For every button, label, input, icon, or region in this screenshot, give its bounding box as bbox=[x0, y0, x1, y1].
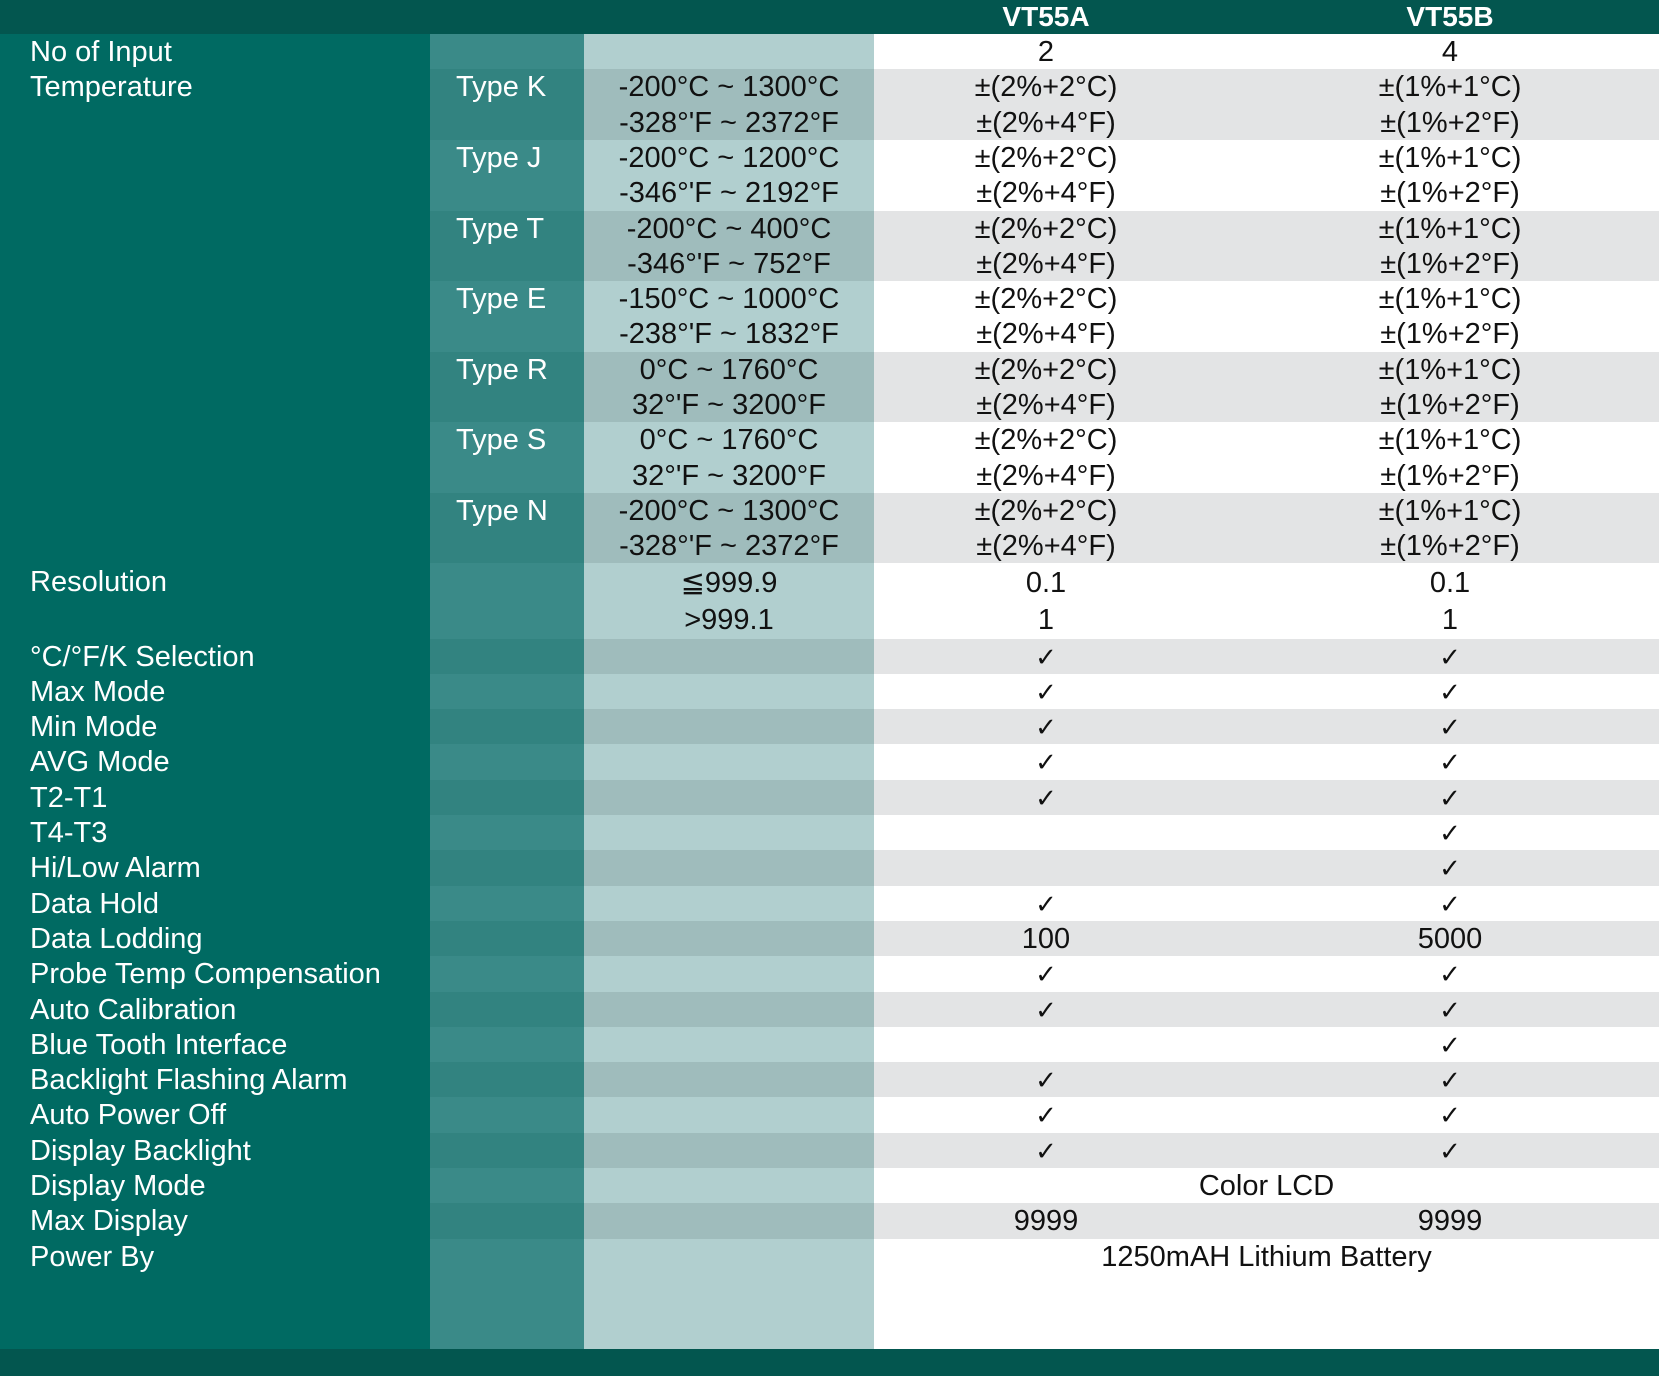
row-label: Min Mode bbox=[30, 711, 158, 744]
cell-type-bg bbox=[430, 1027, 584, 1062]
row-label: T2-T1 bbox=[30, 781, 108, 814]
check-icon: ✓ bbox=[1035, 959, 1057, 990]
cell-type-bg bbox=[430, 639, 584, 674]
accuracy-vt55b-f: ±(1%+2°F) bbox=[1380, 106, 1520, 139]
row-label: Display Backlight bbox=[30, 1134, 251, 1167]
cell-type-bg bbox=[430, 992, 584, 1027]
row-label: Data Lodding bbox=[30, 922, 203, 955]
cell-type-bg bbox=[430, 1168, 584, 1203]
check-icon: ✓ bbox=[1035, 1135, 1057, 1166]
value-vt55a: 0.1 bbox=[1025, 566, 1067, 599]
cell-type-bg bbox=[430, 921, 584, 956]
cell-type-bg bbox=[430, 744, 584, 779]
range-fahrenheit: -346°'F ~ 2192°F bbox=[619, 177, 839, 210]
cell-range-bg bbox=[584, 1239, 874, 1274]
model-vt55a-header: VT55A bbox=[1002, 1, 1090, 32]
row-label: Max Display bbox=[30, 1205, 188, 1238]
range-celsius: -200°C ~ 400°C bbox=[626, 212, 832, 245]
check-icon: ✓ bbox=[1439, 1100, 1461, 1131]
cell-type-bg bbox=[430, 850, 584, 885]
cell-type-bg bbox=[430, 709, 584, 744]
range-celsius: -200°C ~ 1200°C bbox=[618, 141, 840, 174]
cell-type-bg bbox=[430, 564, 584, 602]
check-icon: ✓ bbox=[1035, 994, 1057, 1025]
value-both: Color LCD bbox=[1198, 1170, 1335, 1202]
accuracy-vt55b-c: ±(1%+1°C) bbox=[1378, 494, 1522, 527]
accuracy-vt55a-c: ±(2%+2°C) bbox=[974, 353, 1118, 386]
check-icon: ✓ bbox=[1439, 1065, 1461, 1096]
cell-label-bg bbox=[0, 211, 430, 282]
accuracy-vt55a-c: ±(2%+2°C) bbox=[974, 424, 1118, 457]
cell-label-bg bbox=[0, 281, 430, 352]
cell-type-bg bbox=[430, 601, 584, 639]
cell-type-bg bbox=[430, 34, 584, 69]
cell-range-bg bbox=[584, 1168, 874, 1203]
range-fahrenheit: 32°'F ~ 3200°F bbox=[632, 389, 826, 421]
cell-type-bg bbox=[430, 1133, 584, 1168]
row-label: No of Input bbox=[30, 36, 172, 68]
accuracy-vt55b-f: ±(1%+2°F) bbox=[1380, 389, 1520, 421]
accuracy-vt55b-f: ±(1%+2°F) bbox=[1380, 318, 1520, 351]
resolution-range: ≦999.9 bbox=[680, 566, 778, 599]
accuracy-vt55b-c: ±(1%+1°C) bbox=[1378, 212, 1522, 245]
check-icon: ✓ bbox=[1439, 676, 1461, 707]
table-header bbox=[0, 0, 1659, 34]
accuracy-vt55a-f: ±(2%+4°F) bbox=[976, 177, 1116, 210]
check-icon: ✓ bbox=[1439, 712, 1461, 743]
cell-type-bg bbox=[430, 780, 584, 815]
thermocouple-type: Type R bbox=[456, 353, 548, 386]
range-fahrenheit: -238°'F ~ 1832°F bbox=[619, 318, 839, 351]
row-label: °C/°F/K Selection bbox=[30, 640, 255, 673]
cell-range-bg bbox=[584, 815, 874, 850]
cell-type-bg bbox=[430, 956, 584, 991]
thermocouple-type: Type T bbox=[456, 212, 545, 245]
cell-range-bg bbox=[584, 744, 874, 779]
range-celsius: 0°C ~ 1760°C bbox=[639, 424, 819, 457]
value-vt55b: 1 bbox=[1441, 604, 1459, 636]
thermocouple-type: Type E bbox=[456, 283, 547, 316]
cell-label-bg bbox=[0, 140, 430, 211]
accuracy-vt55b-c: ±(1%+1°C) bbox=[1378, 71, 1522, 104]
accuracy-vt55a-f: ±(2%+4°F) bbox=[976, 389, 1116, 421]
accuracy-vt55b-c: ±(1%+1°C) bbox=[1378, 424, 1522, 457]
check-icon: ✓ bbox=[1035, 1100, 1057, 1131]
row-label: Auto Calibration bbox=[30, 993, 237, 1026]
accuracy-vt55a-f: ±(2%+4°F) bbox=[976, 530, 1116, 563]
range-fahrenheit: -328°'F ~ 2372°F bbox=[619, 106, 839, 139]
accuracy-vt55a-f: ±(2%+4°F) bbox=[976, 106, 1116, 139]
cell-range-bg bbox=[584, 709, 874, 744]
range-celsius: -150°C ~ 1000°C bbox=[618, 283, 840, 316]
cell-range-bg bbox=[584, 956, 874, 991]
cell-range-bg bbox=[584, 850, 874, 885]
row-label: Temperature bbox=[30, 71, 193, 104]
row-label: Data Hold bbox=[30, 887, 159, 920]
value-both: 1250mAH Lithium Battery bbox=[1101, 1240, 1432, 1273]
cell-range-bg bbox=[584, 1133, 874, 1168]
check-icon: ✓ bbox=[1035, 888, 1057, 919]
check-icon: ✓ bbox=[1439, 1135, 1461, 1166]
range-fahrenheit: 32°'F ~ 3200°F bbox=[632, 459, 826, 492]
accuracy-vt55a-c: ±(2%+2°C) bbox=[974, 141, 1118, 174]
check-icon: ✓ bbox=[1439, 782, 1461, 813]
cell-label-bg bbox=[0, 352, 430, 423]
check-icon: ✓ bbox=[1035, 712, 1057, 743]
accuracy-vt55a-f: ±(2%+4°F) bbox=[976, 318, 1116, 351]
cell-type-bg bbox=[430, 815, 584, 850]
value-vt55a: 2 bbox=[1037, 36, 1055, 68]
accuracy-vt55b-f: ±(1%+2°F) bbox=[1380, 177, 1520, 210]
check-icon: ✓ bbox=[1035, 641, 1057, 672]
model-vt55b-header: VT55B bbox=[1406, 1, 1494, 32]
row-label: Power By bbox=[30, 1240, 155, 1273]
thermocouple-type: Type J bbox=[456, 141, 542, 174]
cell-label-bg bbox=[0, 422, 430, 493]
cell-type-bg bbox=[430, 674, 584, 709]
check-icon: ✓ bbox=[1439, 888, 1461, 919]
range-celsius: -200°C ~ 1300°C bbox=[618, 494, 840, 527]
check-icon: ✓ bbox=[1035, 782, 1057, 813]
value-vt55b: 9999 bbox=[1417, 1205, 1483, 1238]
value-vt55a: 1 bbox=[1037, 604, 1055, 636]
row-label: Max Mode bbox=[30, 675, 166, 708]
accuracy-vt55b-f: ±(1%+2°F) bbox=[1380, 459, 1520, 492]
accuracy-vt55a-f: ±(2%+4°F) bbox=[976, 247, 1116, 280]
cell-type-bg bbox=[430, 1239, 584, 1274]
range-fahrenheit: -346°'F ~ 752°F bbox=[627, 247, 831, 280]
cell-range-bg bbox=[584, 34, 874, 69]
check-icon: ✓ bbox=[1439, 1029, 1461, 1060]
accuracy-vt55b-f: ±(1%+2°F) bbox=[1380, 247, 1520, 280]
cell-label-bg bbox=[0, 601, 430, 639]
cell-range-bg bbox=[584, 639, 874, 674]
value-vt55b: 0.1 bbox=[1429, 566, 1471, 599]
cell-range-bg bbox=[584, 674, 874, 709]
accuracy-vt55b-c: ±(1%+1°C) bbox=[1378, 283, 1522, 316]
check-icon: ✓ bbox=[1439, 818, 1461, 848]
row-label: AVG Mode bbox=[30, 746, 170, 779]
accuracy-vt55a-f: ±(2%+4°F) bbox=[976, 459, 1116, 492]
row-label: Backlight Flashing Alarm bbox=[30, 1064, 348, 1097]
accuracy-vt55a-c: ±(2%+2°C) bbox=[974, 212, 1118, 245]
check-icon: ✓ bbox=[1439, 853, 1461, 884]
accuracy-vt55b-c: ±(1%+1°C) bbox=[1378, 141, 1522, 174]
thermocouple-type: Type N bbox=[456, 494, 548, 527]
check-icon: ✓ bbox=[1439, 994, 1461, 1025]
value-vt55b: 4 bbox=[1441, 36, 1459, 68]
accuracy-vt55a-c: ±(2%+2°C) bbox=[974, 283, 1118, 316]
cell-label-bg bbox=[0, 493, 430, 564]
thermocouple-type: Type K bbox=[456, 71, 547, 104]
range-fahrenheit: -328°'F ~ 2372°F bbox=[619, 530, 839, 563]
value-vt55a: 9999 bbox=[1013, 1205, 1079, 1238]
resolution-range: >999.1 bbox=[684, 604, 774, 636]
cell-range-bg bbox=[584, 1027, 874, 1062]
value-vt55a: 100 bbox=[1021, 922, 1071, 955]
cell-range-bg bbox=[584, 921, 874, 956]
row-label: Display Mode bbox=[30, 1170, 206, 1202]
accuracy-vt55b-c: ±(1%+1°C) bbox=[1378, 353, 1522, 386]
row-label: Probe Temp Compensation bbox=[30, 958, 381, 991]
check-icon: ✓ bbox=[1439, 959, 1461, 990]
row-label: T4-T3 bbox=[30, 817, 108, 849]
row-label: Hi/Low Alarm bbox=[30, 852, 201, 885]
accuracy-vt55a-c: ±(2%+2°C) bbox=[974, 494, 1118, 527]
cell-range-bg bbox=[584, 1203, 874, 1238]
check-icon: ✓ bbox=[1439, 747, 1461, 778]
cell-type-bg bbox=[430, 1203, 584, 1238]
check-icon: ✓ bbox=[1035, 676, 1057, 707]
cell-range-bg bbox=[584, 992, 874, 1027]
thermocouple-type: Type S bbox=[456, 424, 547, 457]
check-icon: ✓ bbox=[1035, 747, 1057, 778]
accuracy-vt55a-c: ±(2%+2°C) bbox=[974, 71, 1118, 104]
cell-range-bg bbox=[584, 1097, 874, 1132]
row-label: Resolution bbox=[30, 565, 168, 598]
cell-type-bg bbox=[430, 886, 584, 921]
accuracy-vt55b-f: ±(1%+2°F) bbox=[1380, 530, 1520, 563]
table-footer bbox=[0, 1349, 1659, 1376]
cell-type-bg bbox=[430, 1097, 584, 1132]
check-icon: ✓ bbox=[1439, 641, 1461, 672]
check-icon: ✓ bbox=[1035, 1065, 1057, 1096]
cell-type-bg bbox=[430, 1062, 584, 1097]
range-celsius: 0°C ~ 1760°C bbox=[639, 353, 819, 386]
range-celsius: -200°C ~ 1300°C bbox=[618, 71, 840, 104]
row-label: Auto Power Off bbox=[30, 1099, 227, 1132]
cell-range-bg bbox=[584, 886, 874, 921]
row-label: Blue Tooth Interface bbox=[30, 1028, 288, 1061]
cell-range-bg bbox=[584, 1062, 874, 1097]
value-vt55b: 5000 bbox=[1417, 922, 1483, 955]
cell-range-bg bbox=[584, 780, 874, 815]
